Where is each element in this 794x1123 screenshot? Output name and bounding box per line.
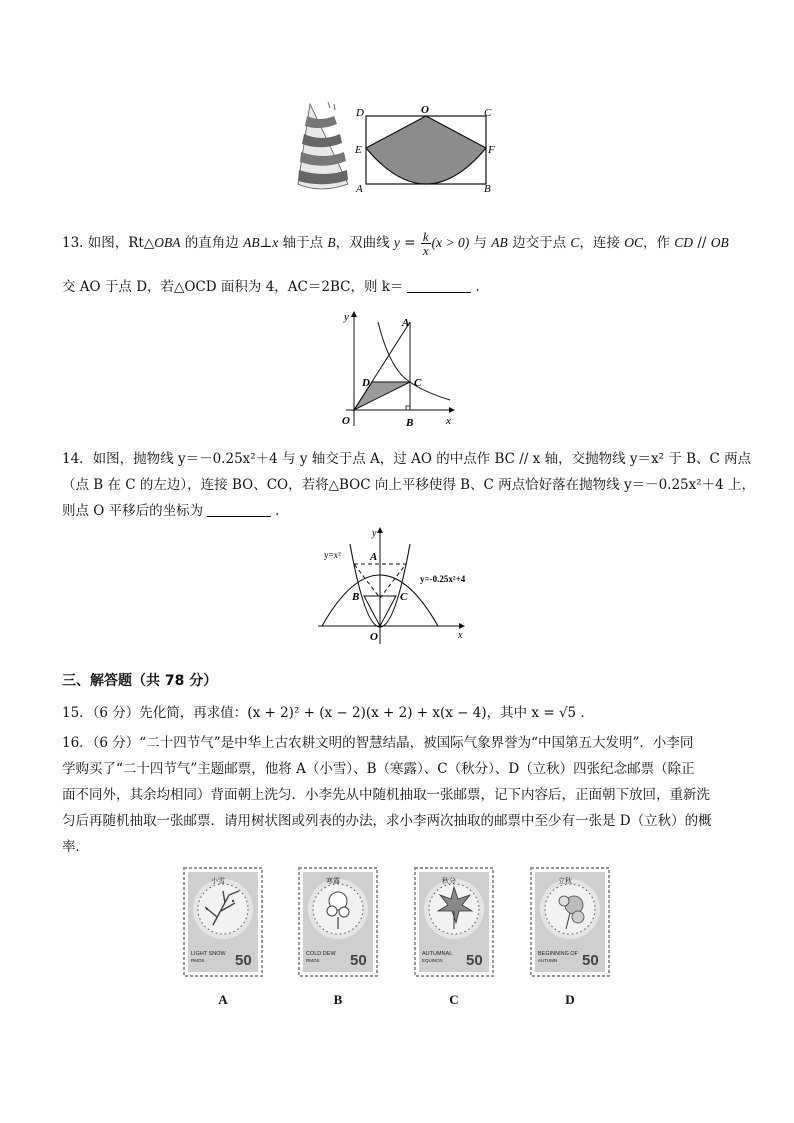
stamp-label-d: D	[565, 992, 575, 1007]
label-B: B	[484, 183, 491, 195]
svg-text:O: O	[342, 415, 350, 427]
question-16-line-1: 16．（6 分）“二十四节气”是中华上古农耕文明的智慧结晶，被国际气象界誉为“中国第五大发明”．小李同	[62, 735, 694, 751]
label-O: O	[421, 104, 429, 116]
stamp-label-b: B	[333, 992, 343, 1007]
stamp-cn-title: 小雪	[211, 877, 225, 885]
stamp-value: 50	[350, 952, 367, 969]
svg-text:D: D	[362, 377, 370, 389]
svg-text:B: B	[406, 417, 414, 429]
stamp-d	[530, 867, 610, 981]
svg-text:B: B	[352, 591, 360, 603]
label-C: C	[484, 107, 492, 119]
stamp-en-line-1: LIGHT SNOW	[191, 951, 226, 957]
section-title: 三、解答题（共 78 分）	[62, 673, 218, 689]
stamp-label-c: C	[449, 992, 459, 1007]
svg-text:A: A	[370, 551, 378, 563]
striped-cone-icon	[298, 102, 348, 189]
stamp-en-line-1: COLD DEW	[306, 951, 336, 957]
stamp-value: 50	[235, 952, 252, 969]
svg-text:C: C	[414, 377, 422, 389]
stamp-label-a: A	[218, 992, 228, 1007]
answer-blank-14[interactable]	[207, 502, 271, 517]
stamp-c	[414, 867, 494, 981]
stamp-a	[183, 867, 263, 981]
svg-text:x: x	[458, 630, 463, 641]
stamp-en-line-2: RMOS	[306, 958, 320, 963]
stamp-value: 50	[466, 952, 483, 969]
question-16-line-3: 面不同外，其余均相同）背面朝上洗匀．小李先从中随机抽取一张邮票，记下内容后，正面朝下放回，重新洗	[62, 787, 710, 803]
stamp-b	[298, 867, 378, 981]
svg-text:O: O	[370, 631, 378, 643]
stamp-value: 50	[582, 952, 599, 969]
svg-text:y=x²: y=x²	[324, 550, 341, 560]
label-E: E	[355, 144, 362, 156]
label-D: D	[356, 107, 364, 119]
svg-text:y: y	[372, 528, 377, 539]
parabola-figure	[312, 526, 472, 646]
svg-text:y=-0.25x²+4: y=-0.25x²+4	[420, 574, 466, 584]
svg-text:A: A	[402, 317, 410, 329]
hyperbola-figure	[338, 308, 458, 432]
svg-text:C: C	[400, 591, 408, 603]
label-F: F	[488, 144, 495, 156]
question-13-line-1: 13. 如图，Rt△OBA 的直角边 AB⊥x 轴于点 B，双曲线 y = $\frac{k}{x}$ (x > 0) 与 AB 边交于点 C，连接 OC，作 CD // OB	[62, 229, 729, 258]
stamp-en-line-1: BEGINNING OF	[538, 951, 579, 957]
question-16-line-2: 学购买了“二十四节气”主题邮票，他将 A（小雪）、B（寒露）、C（秋分）、D（立秋）四张纪念邮票（除正	[62, 761, 695, 777]
stamp-en-line-2: RMOS	[191, 958, 205, 963]
question-14-line-2: （点 B 在 C 的左边），连接 BO、CO，若将△BOC 向上平移使得 B、C 两点恰好落在抛物线 y＝－0.25x²＋4 上，	[62, 477, 756, 493]
label-A: A	[356, 183, 363, 195]
stamp-cn-title: 寒露	[326, 877, 340, 885]
stamp-en-line-1: AUTUMNAL	[422, 951, 453, 957]
question-15: 15．（6 分）先化简，再求值：(x + 2)² + (x − 2)(x + 2) + x(x − 4)，其中 x = √5 ．	[62, 705, 594, 721]
cone-sector-figure	[290, 96, 510, 196]
stamp-en-line-2: EQUINOX	[422, 958, 443, 963]
svg-text:x: x	[446, 415, 451, 427]
stamp-cn-title: 秋分	[442, 877, 456, 885]
question-14-line-1: 14．如图，抛物线 y＝－0.25x²＋4 与 y 轴交于点 A，过 AO 的中点作 BC // x 轴，交抛物线 y＝x² 于 B、C 两点	[62, 451, 752, 467]
answer-blank-13[interactable]	[407, 278, 471, 293]
question-16-line-5: 率．	[62, 839, 89, 855]
stamp-en-line-2: AUTUMN	[538, 958, 558, 963]
svg-text:y: y	[344, 311, 349, 323]
question-16-line-4: 匀后再随机抽取一张邮票．请用树状图或列表的办法，求小李两次抽取的邮票中至少有一张是 D（立秋）的概	[62, 813, 712, 829]
fraction-k-over-x: $\frac{k}{x}$	[422, 229, 429, 258]
question-13-line-2: 交 AO 于点 D，若△OCD 面积为 4，AC＝2BC，则 k＝ ．	[62, 279, 489, 295]
question-14-line-3: 则点 O 平移后的坐标为 ．	[62, 503, 289, 519]
sector-shape	[366, 116, 486, 184]
stamp-cn-title: 立秋	[558, 877, 572, 885]
